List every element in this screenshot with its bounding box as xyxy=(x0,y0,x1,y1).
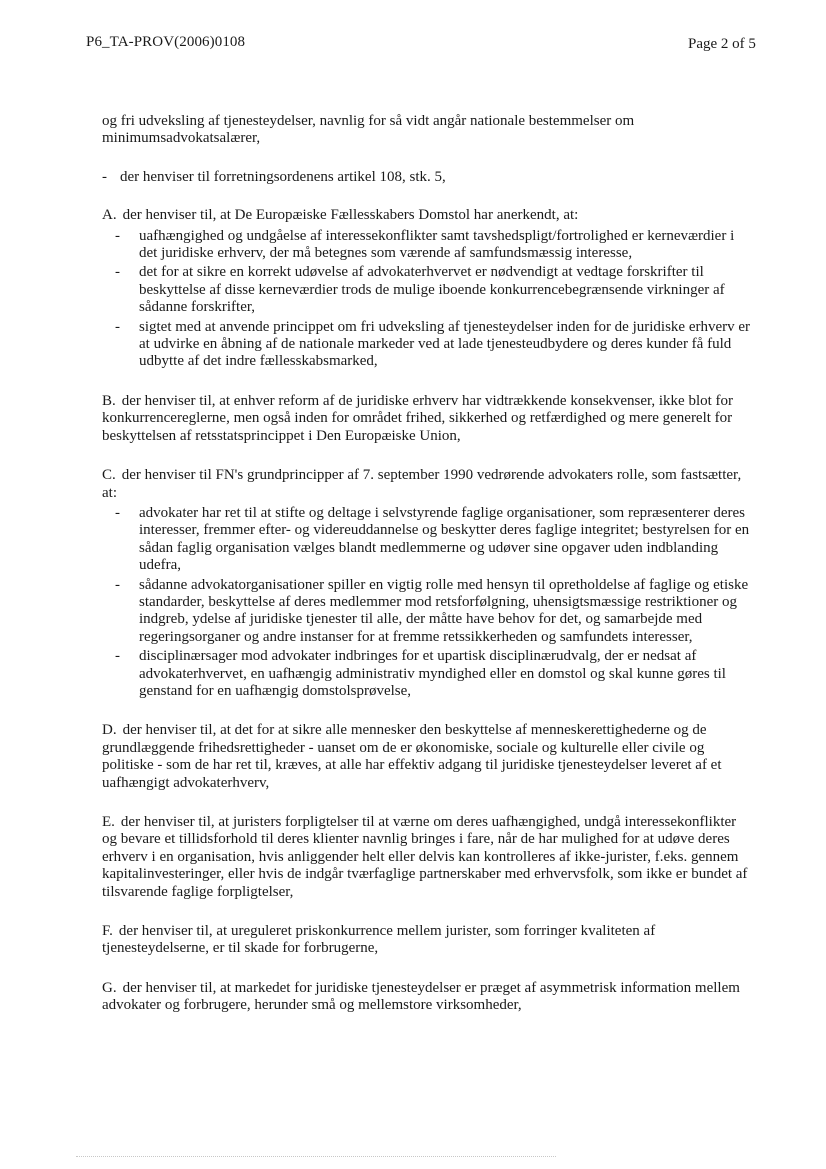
document-reference: P6_TA-PROV(2006)0108 xyxy=(86,34,246,50)
bullet-item: - uafhængighed og undgåelse af interessekonflikter samt tavshedspligt/fortrolighed er kerneværdier i det juridiske erhverv, der må betegnes som værende af samfundsmæssig interesse, xyxy=(115,227,735,262)
recital-text: der henviser til, at De Europæiske Fællesskabers Domstol har anerkendt, at: xyxy=(122,207,579,224)
recital-letter: E. xyxy=(102,814,115,830)
recital-f xyxy=(102,923,752,958)
recital-e xyxy=(102,814,752,901)
bullet-item: - disciplinærsager mod advokater indbringes for et upartisk disciplinærudvalg, der er nedsat af advokaterhvervet, en uafhængig administrativ myndighed eller en domstol og skal kunne gøres til genstand for en uafhængig domstolsprøvelse, xyxy=(115,648,726,699)
bullet-item: - sådanne advokatorganisationer spiller en vigtig rolle med hensyn til opretholdelse af faglige og etiske standarder, beskyttelse af deres medlemmer mod retsforfølgning, uhensigtsmæssige restriktioner og indgreb, ydelse af juridiske tjenester til alle, der måtte have behov for det, og samarbejde med regeringsorganer og andre instanser for at fremme retssikkerheden og samfundets interesser, xyxy=(115,576,749,645)
dash-marker: - xyxy=(115,504,120,521)
recital-text: der henviser til, at markedet for juridiske tjenesteydelser er præget af asymmetrisk information mellem advokater og forbrugere, herunder små og mellemstore virksomheder, xyxy=(102,979,740,1014)
footer-url-trace xyxy=(76,1156,556,1159)
dash-marker: - xyxy=(115,227,120,244)
recital-text: der henviser til, at enhver reform af de juridiske erhverv har vidtrækkende konsekvenser, ikke blot for konkurrencereglerne, men også inden for området frihed, sikkerhed og retfærdighed og mere generelt for beskyttelsen af retsstatsprincippet i Den Europæiske Union, xyxy=(102,392,734,444)
dash-marker: - xyxy=(115,318,120,335)
intro-dash-text: der henviser til forretningsordenens artikel 108, stk. 5, xyxy=(120,168,446,185)
recital-text: der henviser til, at ureguleret priskonkurrence mellem jurister, som forringer kvaliteten af tjenesteydelserne, er til skade for forbrugerne, xyxy=(102,923,656,957)
recital-a xyxy=(102,207,752,371)
recital-text: der henviser til, at det for at sikre alle mennesker den beskyttelse af menneskerettighederne og de grundlæggende frihedsrettigheder - uanset om de er økonomiske, sociale og kulturelle eller civile og politiske - som de har ret til, kræves, at alle har effektiv adgang til juridiske tjenesteydelser leveret af et uafhængigt advokaterhverv, xyxy=(102,722,722,791)
bullet-item: - det for at sikre en korrekt udøvelse af advokaterhvervet er nødvendigt at vedtage forskrifter til beskyttelse af disse kerneværdier trods de mulige iboende konkurrencebegrænsende virkninger af sådanne forskrifter, xyxy=(115,264,725,316)
recital-b xyxy=(102,393,752,445)
recital-c-bullets xyxy=(102,505,752,700)
bullet-item: - sigtet med at anvende princippet om fri udveksling af tjenesteydelser inden for de juridiske erhverv er at udvirke en åbning af de nationale markeder ved at lade tjenesteudbydere og deres kunder få fuld udbytte af det indre fællesskabsmarked, xyxy=(115,318,751,370)
recital-g xyxy=(102,980,752,1015)
document-body xyxy=(102,113,752,1037)
recital-letter: F. xyxy=(102,923,113,940)
recital-letter: G. xyxy=(102,979,117,996)
page-indicator: Page 2 of 5 xyxy=(688,36,756,52)
intro-continuation: og fri udveksling af tjenesteydelser, navnlig for så vidt angår nationale bestemmelser om minimumsadvokatsalærer, xyxy=(102,113,635,147)
recital-text: der henviser til FN's grundprincipper af 7. september 1990 vedrørende advokaters rolle, som fastsætter, at: xyxy=(102,467,742,501)
recital-letter: A. xyxy=(102,207,117,224)
dash-marker: - xyxy=(115,576,120,593)
recital-c xyxy=(102,467,752,700)
dash-marker: - xyxy=(102,168,107,185)
dash-marker: - xyxy=(115,264,120,281)
recital-text: der henviser til, at juristers forpligtelser til at værne om deres uafhængighed, undgå interessekonflikter og bevare et tillidsforhold til deres klienter navnlig bringes i fare, når de har mulighed for at udøve deres erhverv i en organisation, hvis anliggender helt eller delvis kan kontrolleres af ikke-jurister, f.eks. gennem kapitalinvesteringer, eller hvis de indgår tværfaglige partnerskaber med erhvervsfolk, som ikke er bundet af tilsvarende faglige forpligtelser, xyxy=(102,814,748,900)
recital-a-bullets xyxy=(102,228,752,371)
intro-dash-item xyxy=(102,169,752,186)
bullet-item: - advokater har ret til at stifte og deltage i selvstyrende faglige organisationer, som repræsenterer deres interesser, fremmer efter- og videreuddannelse og beskytter deres faglige integritet; bestyrelsen for en sådan faglig organisation vælges blandt medlemmerne og udøver sine opgaver uden indblanding udefra, xyxy=(115,504,750,574)
recital-letter: B. xyxy=(102,392,116,409)
recital-d xyxy=(102,722,752,792)
recital-letter: C. xyxy=(102,467,116,484)
recital-letter: D. xyxy=(102,722,117,739)
dash-marker: - xyxy=(115,648,120,665)
